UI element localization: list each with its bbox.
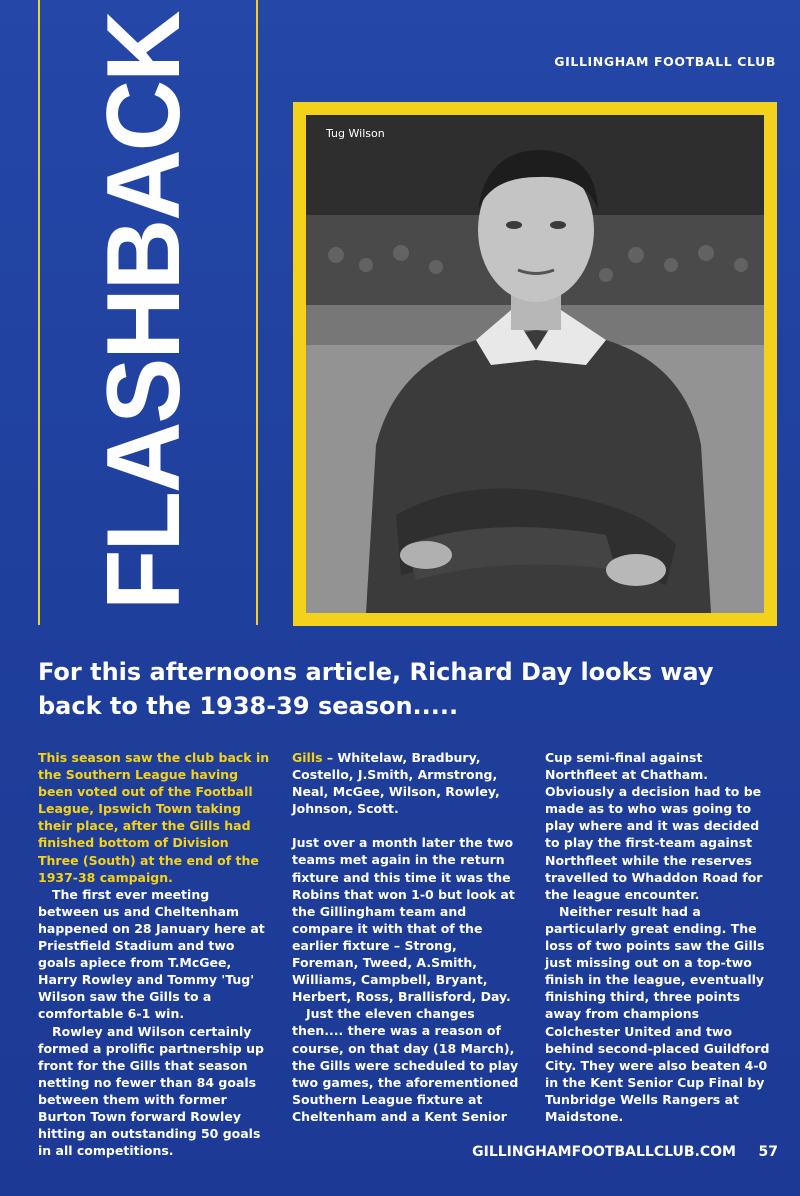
footer-website: GILLINGHAMFOOTBALLCLUB.COM [472,1144,736,1160]
player-photo [306,115,764,613]
photo-frame [293,102,777,626]
player-portrait-illustration [306,115,764,613]
decorative-rule-right [256,0,258,625]
feature-title: FLASHBACK [86,12,202,611]
team-label: Gills [292,750,323,765]
article-column-2 [292,749,524,1125]
article-paragraph: Rowley and Wilson certainly formed a prolific partnership up front for the Gills that season netting no fewer than 84 goals between them with former Burton Town forward Rowley hitting an outstanding 50 goals in all competitions. [38,1023,264,1159]
team-lineup: – Whitelaw, Bradbury, Costello, J.Smith, Armstrong, Neal, McGee, Wilson, Rowley, Johnson, Scott. [292,750,500,817]
article-column-1 [38,749,270,1159]
article-column-3 [545,749,777,1125]
article-headline: For this afternoons article, Richard Day looks way back to the 1938-39 season..... [38,658,714,720]
club-name-header: GILLINGHAM FOOTBALL CLUB [554,54,776,69]
article-paragraph: Just the eleven changes then.... there was a reason of course, on that day (18 March), the Gills were scheduled to play two games, the aforementioned Southern League fixture at Cheltenham and a Kent Senior [292,1006,519,1124]
decorative-rule-left [38,0,40,625]
photo-caption: Tug Wilson [326,127,385,140]
article-paragraph: Just over a month later the two teams met again in the return fixture and this time it was the Robins that won 1-0 but look at the Gillingham team and compare it with that of the earlier fixture – Strong, Foreman, Tweed, A.Smith, Williams, Campbell, Bryant, Herbert, Ross, Brallisford, Day. [292,835,515,1005]
article-intro: This season saw the club back in the Southern League having been voted out of the Football League, Ipswich Town taking their place, after the Gills had finished bottom of Division Three (South) at the end of the 1937-38 campaign. [38,750,270,885]
article-paragraph: Cup semi-final against Northfleet at Chatham. Obviously a decision had to be made as to who was going to play where and it was decided to play the first-team against Northfleet while the reserves travelled to Whaddon Road for the league encounter. [545,750,763,902]
article-paragraph: Neither result had a particularly great ending. The loss of two points saw the Gills just missing out on a top-two finish in the league, eventually finishing third, three points away from champions Colchester United and two behind second-placed Guildford City. They were also beaten 4-0 in the Kent Senior Cup Final by Tunbridge Wells Rangers at Maidstone. [545,903,770,1124]
article-paragraph [292,749,524,817]
article-paragraph: The first ever meeting between us and Cheltenham happened on 28 January here at Priestfield Stadium and two goals apiece from T.McGee, Harry Rowley and Tommy 'Tug' Wilson saw the Gills to a comfortable 6-1 win. [38,886,265,1022]
page-number: 57 [758,1144,778,1160]
